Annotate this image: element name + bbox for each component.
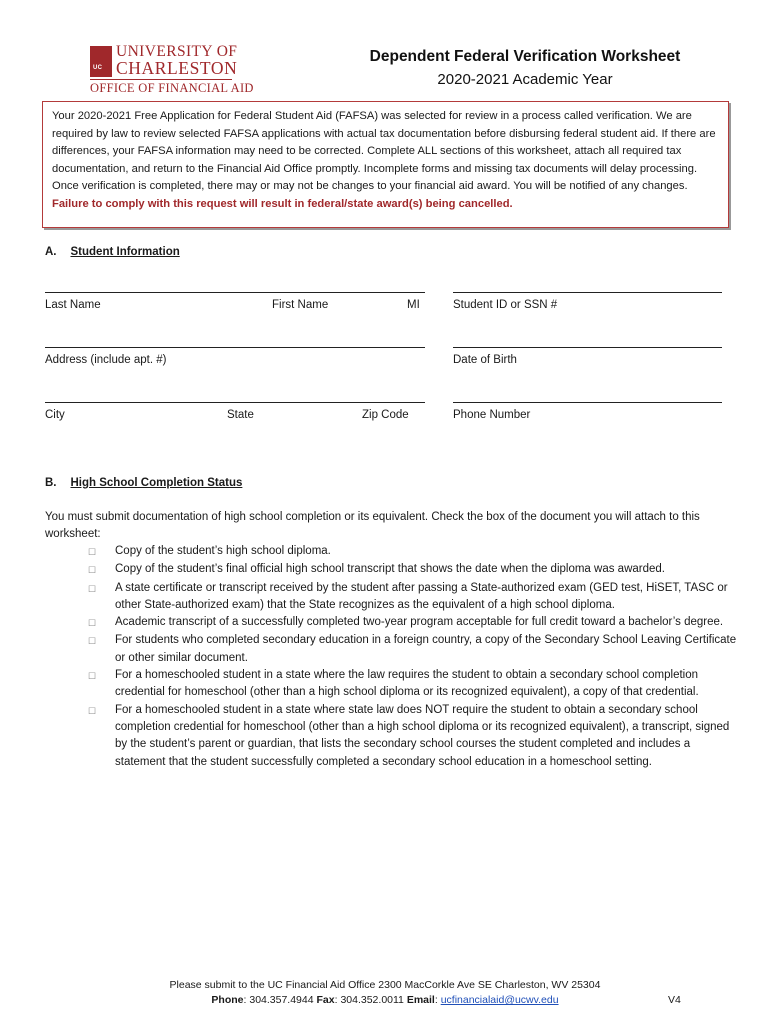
state-label: State (227, 409, 254, 421)
section-b-letter: B. (45, 477, 57, 489)
checkbox[interactable]: ☐ (88, 636, 97, 647)
section-a-letter: A. (45, 246, 57, 258)
version-label: V4 (668, 994, 681, 1006)
option-text: Copy of the student’s final official high school transcript that shows the date when the diploma was awarded. (115, 563, 665, 576)
last-name-label: Last Name (45, 299, 101, 311)
phone-number: : 304.357.4944 (243, 994, 314, 1006)
mi-label: MI (407, 299, 420, 311)
section-b-intro: You must submit documentation of high school completion or its equivalent. Check the box of the document you will attach to this worksheet: (45, 511, 700, 541)
section-a-title: Student Information (70, 246, 180, 258)
option-text: For a homeschooled student in a state where the law requires the student to obtain a secondary school completion credential for homeschool (other than a high school diploma or its recognized equivalent), a copy of that credential. (115, 669, 699, 699)
phone-label-text: Phone (211, 994, 244, 1006)
page-title: Dependent Federal Verification Worksheet (369, 48, 681, 65)
option-text: Academic transcript of a successfully completed two-year program acceptable for full credit toward a bachelor’s degree. (115, 616, 724, 629)
student-id-line[interactable] (453, 292, 722, 293)
section-b-heading (45, 477, 242, 489)
option-text: For students who completed secondary education in a foreign country, a copy of the Secondary School Leaving Certificate or other similar document. (115, 634, 737, 664)
logo-office-text: OFFICE OF FINANCIAL AID (90, 81, 254, 95)
checkbox[interactable]: ☐ (88, 565, 97, 576)
logo-university-text: UNIVERSITY OF (116, 43, 238, 60)
document-option (88, 614, 738, 632)
notice-box (42, 101, 729, 228)
notice-warning: Failure to comply with this request will result in federal/state award(s) being cancelled. (52, 197, 513, 210)
seal-icon: UC (90, 46, 112, 77)
first-name-label: First Name (272, 299, 329, 311)
document-option (88, 543, 738, 561)
document-option (88, 702, 738, 771)
address-label: Address (include apt. #) (45, 354, 167, 366)
document-options-list (88, 543, 738, 771)
checkbox[interactable]: ☐ (88, 618, 97, 629)
option-text: Copy of the student’s high school diploma. (115, 545, 331, 557)
student-id-label: Student ID or SSN # (453, 299, 558, 311)
dob-line[interactable] (453, 347, 722, 348)
checkbox[interactable]: ☐ (88, 547, 97, 557)
document-option (88, 561, 738, 579)
section-a-heading (45, 246, 180, 258)
option-text: A state certificate or transcript received by the student after passing a State-authorized exam (GED test, HiSET, TASC or other State-authorized exam) that the State recognizes as the equivalent of a high school diploma. (115, 581, 728, 611)
university-logo (90, 43, 254, 95)
section-b-title: High School Completion Status (70, 477, 243, 489)
city-state-zip-line[interactable] (45, 402, 425, 403)
logo-divider (90, 79, 232, 80)
checkbox[interactable]: ☐ (88, 671, 97, 682)
option-text: For a homeschooled student in a state where state law does NOT require the student to obtain a secondary school completion credential for homeschool (other than a high school diploma or its recognized equivalent), a transcript, signed by the student’s parent or guardian, that lists the secondary school courses the student completed and includes a statement that the student successfully completed a secondary school education in a homeschool setting. (115, 703, 730, 768)
checkbox[interactable]: ☐ (88, 583, 97, 594)
dob-label: Date of Birth (453, 354, 517, 366)
fax-label-text: Fax (316, 994, 335, 1006)
page-subtitle: 2020-2021 Academic Year (437, 71, 613, 88)
footer-address: Please submit to the UC Financial Aid Office 2300 MacCorkle Ave SE Charleston, WV 25304 (169, 979, 601, 991)
footer-contact (0, 994, 770, 1006)
city-label: City (45, 409, 65, 421)
document-option (88, 632, 738, 667)
logo-charleston-text: CHARLESTON (116, 58, 238, 78)
document-option (88, 667, 738, 702)
email-sep: : (434, 994, 441, 1006)
zip-label: Zip Code (362, 409, 409, 421)
notice-text: Your 2020-2021 Free Application for Federal Student Aid (FAFSA) was selected for review in a process called verification. We are required by law to review selected FAFSA applications with actual tax documentation before disbursing federal student aid. If there are differences, your FAFSA information may need to be corrected. Complete ALL sections of this worksheet, attach all required tax documentation, and return to the Financial Aid Office promptly. Incomplete forms and missing tax documents will delay processing. Once verification is completed, there may or may not be changes to your financial aid award. You will be notified of any changes. (52, 110, 716, 192)
email-link[interactable]: ucfinancialaid@ucwv.edu (440, 994, 559, 1006)
name-line[interactable] (45, 292, 425, 293)
phone-label: Phone Number (453, 409, 531, 421)
document-option (88, 580, 738, 615)
address-line[interactable] (45, 347, 425, 348)
checkbox[interactable]: ☐ (88, 705, 97, 716)
email-label-text: Email (406, 994, 435, 1006)
phone-line[interactable] (453, 402, 722, 403)
fax-number: : 304.352.0011 (334, 994, 404, 1006)
